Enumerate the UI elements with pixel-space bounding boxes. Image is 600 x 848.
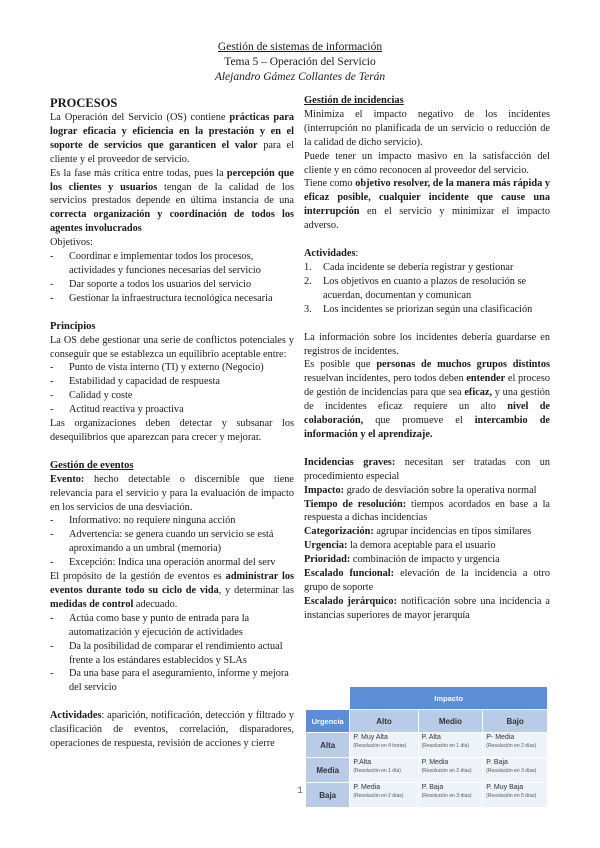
procesos-heading: PROCESOS xyxy=(50,96,118,110)
list-item: - Advertencia: se genera cuando un servicio se está aproximando a un umbral (memoria) xyxy=(50,528,294,556)
table-cell: P. Media (Resolución en 2 días) xyxy=(418,758,483,783)
definition: Incidencias graves: necesitan ser tratadas con un procedimiento especial xyxy=(304,456,550,482)
table-cell: P- Media (Resolución en 2 días) xyxy=(483,733,548,758)
procesos-paragraph-2: Es la fase más crítica entre todas, pues la percepción que los clientes y usuarios tengan de la calidad de los servicios prestados depende en última instancia de una correcta organización y coordinación de todos los agentes involucrados xyxy=(50,167,294,235)
table-row xyxy=(306,733,548,758)
row-header: Alta xyxy=(306,733,350,758)
incidencias-paragraph-2: Puede tener un impacto masivo en la satisfacción del cliente y en cómo reconocen al proveedor del servicio. xyxy=(304,150,550,176)
incidencias-paragraph-3: Tiene como objetivo resolver, de la manera más rápida y eficaz posible, cualquier incidente que cause una interrupción en el servicio y minimizar el impacto adverso. xyxy=(304,178,550,232)
left-column xyxy=(50,94,294,751)
table-cell: P. Baja (Resolución en 3 días) xyxy=(483,758,548,783)
incidencias-heading: Gestión de incidencias xyxy=(304,95,404,106)
document-title: Gestión de sistemas de información xyxy=(217,41,383,53)
list-item: - Actúa como base y punto de entrada para la automatización y ejecución de actividades xyxy=(50,612,294,640)
list-item: - Dar soporte a todos los usuarios del servicio xyxy=(50,278,294,292)
list-item: - Coordinar e implementar todos los procesos, actividades y funciones necesarias del servicio xyxy=(50,250,294,278)
list-item: - Informativo: no requiere ninguna acción xyxy=(50,514,294,528)
evento-definition: Evento: hecho detectable o discernible que tiene relevancia para el servicio y para la evaluación de impacto en los servicios de una desviación. xyxy=(50,473,294,513)
list-item: 1. Cada incidente se debería registrar y gestionar xyxy=(304,261,514,273)
list-item: - Punto de vista interno (TI) y externo (Negocio) xyxy=(50,361,294,375)
procesos-paragraph-1: La Operación del Servicio (OS) contiene prácticas para lograr eficacia y eficiencia en la prestación y en el soporte de servicios que garanticen el valor para el cliente y el proveedor de servicio. xyxy=(50,112,294,165)
list-item: - Excepción: Indica una operación anormal del serv xyxy=(50,556,294,570)
principios-intro: La OS debe gestionar una serie de conflictos potenciales y conseguir que se establezca un equilibrio aceptable entre: xyxy=(50,334,294,360)
incidencias-paragraph-1: Minimiza el impacto negativo de los incidentes (interrupción no planificada de un servicio o reducción de la calidad de dicho servicio). xyxy=(304,108,550,148)
list-item: 2. Los objetivos en cuanto a plazos de resolución se acuerdan, documentan y comunican xyxy=(304,275,527,301)
row-header: Media xyxy=(306,758,350,783)
eventos-heading: Gestión de eventos xyxy=(50,459,134,471)
objetivos-label: Objetivos: xyxy=(50,237,93,249)
definition: Escalado funcional: elevación de la incidencia a otro grupo de soporte xyxy=(304,568,550,593)
table-cell: P. Baja (Resolución en 3 días) xyxy=(418,783,483,808)
column-header: Medio xyxy=(418,710,483,733)
document-subtitle: Tema 5 – Operación del Servicio xyxy=(224,56,376,68)
list-item: 3. Los incidentes se priorizan según una clasificación xyxy=(304,303,533,315)
objetivos-list xyxy=(50,250,294,306)
row-header: Baja xyxy=(306,783,350,808)
right-column xyxy=(304,94,550,623)
definition: Impacto: grado de desviación sobre la operativa normal xyxy=(304,484,537,496)
list-item: - Da la posibilidad de comparar el rendimiento actual frente a los estándares establecidos y SLAs xyxy=(50,640,294,668)
eventos-activities: Actividades: aparición, notificación, detección y filtrado y clasificación de eventos, correlación, disparadores, operaciones de respuesta, revisión de acciones y cierre xyxy=(50,710,294,750)
urgency-header: Urgencia xyxy=(306,710,350,733)
eventos-purpose: El propósito de la gestión de eventos es administrar los eventos durante todo su ciclo de vida, y determinar las medidas de control adecuado. xyxy=(50,571,294,610)
definition: Tiempo de resolución: tiempos acordados en base a la respuesta a dichas incidencias xyxy=(304,498,550,524)
table-row xyxy=(306,758,548,783)
list-item: - Estabilidad y capacidad de respuesta xyxy=(50,375,294,389)
actividades-list xyxy=(304,261,550,317)
principios-outro: Las organizaciones deben detectar y subsanar los desequilibrios que aparezcan para crecer y mejorar. xyxy=(50,418,294,443)
incidencias-paragraph-4: La información sobre los incidentes debería guardarse en registros de incidentes. xyxy=(304,331,550,357)
list-item: - Actitud reactiva y proactiva xyxy=(50,403,294,417)
definition: Escalado jerárquico: notificación sobre una incidencia a instancias superiores de mayor jerarquía xyxy=(304,595,550,621)
document-author: Alejandro Gámez Collantes de Terán xyxy=(214,71,386,83)
column-header: Bajo xyxy=(483,710,548,733)
event-types-list xyxy=(50,514,294,570)
definition: Categorización: agrupar incidencias en tipos similares xyxy=(304,526,532,538)
incidencias-paragraph-5: Es posible que personas de muchos grupos distintos resuelvan incidentes, pero todos deben entender el proceso de gestión de incidencias para que sea eficaz, y una gestión de incidentes eficaz requiere un alto nivel de colaboración, que promueve el intercambio de información y el aprendizaje. xyxy=(304,359,551,440)
eventos-uses-list xyxy=(50,612,294,695)
list-item: - Calidad y coste xyxy=(50,389,294,403)
table-corner xyxy=(306,687,350,710)
table-cell: P. Alta (Resolución en 1 día) xyxy=(418,733,483,758)
principios-heading: Principios xyxy=(50,320,96,332)
table-cell: P. Media (Resolución en 2 días) xyxy=(350,783,418,808)
table-cell: P. Muy Baja (Resolución en 5 días) xyxy=(483,783,548,808)
page-number: 1 xyxy=(296,786,303,797)
impact-header: Impacto xyxy=(350,687,548,710)
definition: Prioridad: combinación de impacto y urgencia xyxy=(304,554,500,566)
table-cell: P.Alta (Resolución en 1 día) xyxy=(350,758,418,783)
table-cell: P. Muy Alta (Resolución en 4 horas) xyxy=(350,733,418,758)
definition: Urgencia: la demora aceptable para el usuario xyxy=(304,540,496,552)
column-header: Alto xyxy=(350,710,418,733)
document-header xyxy=(0,40,600,85)
principios-list xyxy=(50,361,294,417)
actividades-label: Actividades: xyxy=(304,248,359,260)
list-item: - Gestionar la infraestructura tecnológica necesaria xyxy=(50,292,294,306)
list-item: - Da una base para el aseguramiento, informe y mejora del servicio xyxy=(50,667,294,695)
